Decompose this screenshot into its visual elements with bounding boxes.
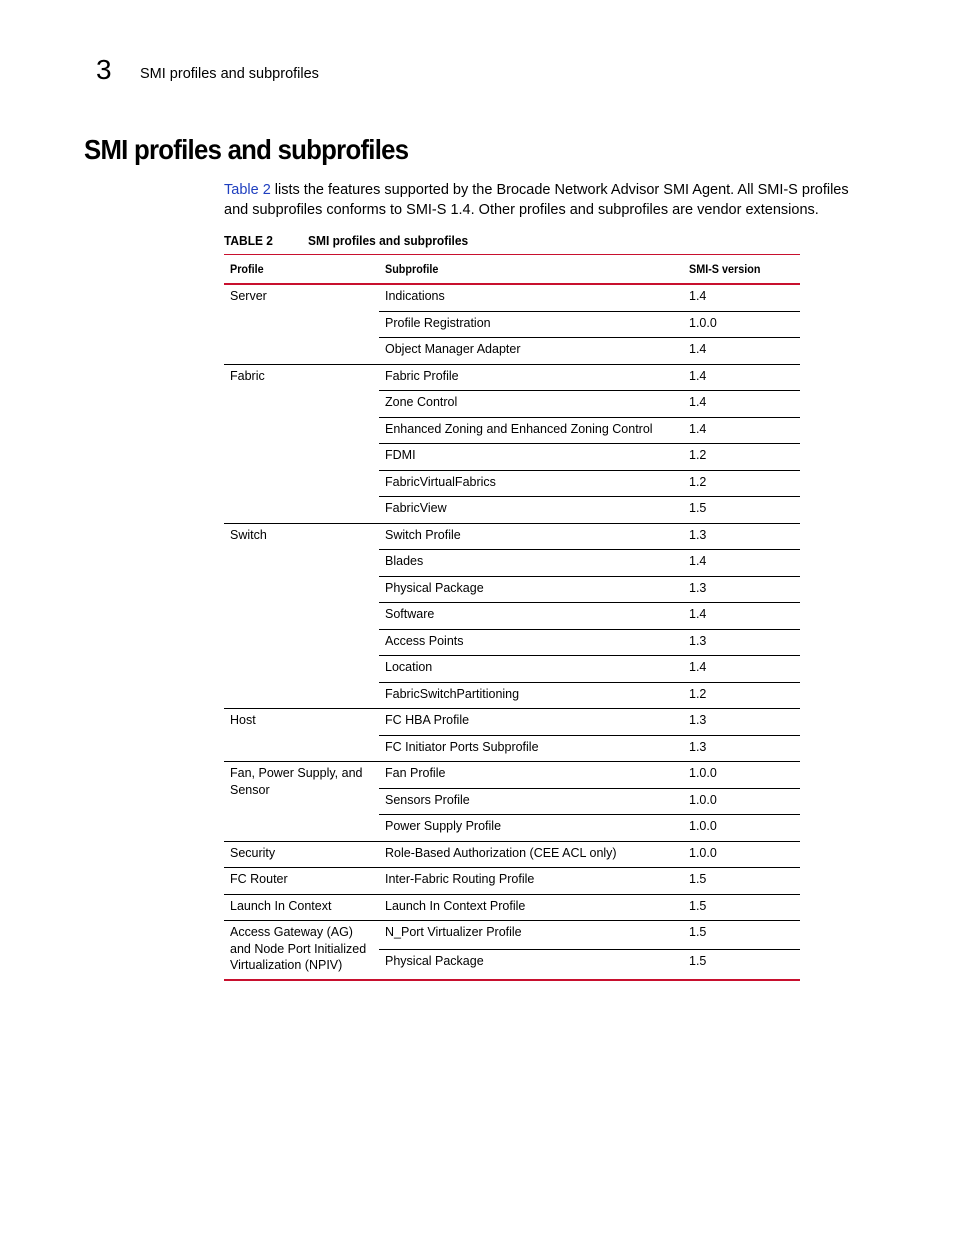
column-header-version-label: SMI-S version [689,261,761,276]
table-row [224,709,800,736]
subprofile-cell: Physical Package [385,954,484,969]
smi-profiles-table [224,254,800,981]
profile-cell: Host [224,709,379,762]
profile-cell: Fabric [224,364,379,523]
table-row [224,894,800,921]
version-cell: 1.4 [683,417,800,444]
subprofile-cell: N_Port Virtualizer Profile [379,921,683,950]
version-cell: 1.0.0 [683,762,800,789]
profile-cell: FC Router [224,868,379,895]
column-header-subprofile [379,255,683,285]
running-header-title: SMI profiles and subprofiles [140,66,319,82]
version-cell: 1.2 [683,682,800,709]
subprofile-cell: Access Points [379,629,683,656]
table-caption-title: SMI profiles and subprofiles [308,233,469,248]
subprofile-cell: Sensors Profile [379,788,683,815]
subprofile-cell: FabricVirtualFabrics [379,470,683,497]
version-cell: 1.4 [683,603,800,630]
version-cell: 1.2 [683,470,800,497]
version-cell: 1.3 [683,523,800,550]
version-cell: 1.0.0 [683,311,800,338]
subprofile-cell: FDMI [379,444,683,471]
subprofile-cell: Software [379,603,683,630]
subprofile-cell: Blades [379,550,683,577]
subprofile-cell: Profile Registration [379,311,683,338]
intro-text: lists the features supported by the Brocade Network Advisor SMI Agent. All SMI-S profiles and subprofiles conforms to SMI-S 1.4. Other profiles and subprofiles are vendor extensions. [224,182,849,218]
table-reference-link[interactable]: Table 2 [224,182,271,198]
version-cell: 1.5 [683,868,800,895]
subprofile-cell: Power Supply Profile [379,815,683,842]
column-header-version [683,255,800,285]
subprofile-cell: FabricSwitchPartitioning [379,682,683,709]
profile-cell: Switch [224,523,379,709]
profile-cell: Access Gateway (AG) and Node Port Initialized Virtualization (NPIV) [224,921,379,980]
subprofile-cell: Switch Profile [379,523,683,550]
column-header-profile [224,255,379,285]
table-row [224,841,800,868]
subprofile-cell: Enhanced Zoning and Enhanced Zoning Control [379,417,683,444]
version-cell: 1.0.0 [683,815,800,842]
version-cell: 1.3 [683,576,800,603]
version-cell: 1.0.0 [683,841,800,868]
version-cell: 1.5 [683,894,800,921]
profile-cell: Server [224,284,379,364]
version-cell: 1.3 [683,629,800,656]
subprofile-cell: FabricView [379,497,683,524]
table-row [224,921,800,950]
version-cell: 1.3 [683,709,800,736]
table-row [224,868,800,895]
table-row [224,762,800,789]
subprofile-cell: Indications [379,284,683,311]
version-cell: 1.4 [683,338,800,365]
profile-cell: Fan, Power Supply, and Sensor [224,762,379,842]
version-cell: 1.5 [689,954,707,969]
subprofile-cell: Fan Profile [379,762,683,789]
subprofile-cell: FC HBA Profile [379,709,683,736]
table-caption-number: TABLE 2 [224,233,273,248]
subprofile-cell: FC Initiator Ports Subprofile [379,735,683,762]
version-cell: 1.5 [683,921,800,950]
profile-cell: Security [224,841,379,868]
version-cell: 1.0.0 [683,788,800,815]
subprofile-cell: Fabric Profile [379,364,683,391]
table-caption [224,232,482,250]
table-body [224,284,800,980]
version-cell: 1.5 [683,497,800,524]
version-cell: 1.4 [683,391,800,418]
profile-cell: Launch In Context [224,894,379,921]
section-title: SMI profiles and subprofiles [84,134,409,165]
subprofile-cell: Launch In Context Profile [379,894,683,921]
intro-paragraph [224,181,864,220]
table-row [224,284,800,311]
column-header-subprofile-label: Subprofile [385,261,439,276]
version-cell: 1.4 [683,284,800,311]
subprofile-cell: Object Manager Adapter [379,338,683,365]
subprofile-cell: Role-Based Authorization (CEE ACL only) [379,841,683,868]
subprofile-cell: Physical Package [379,576,683,603]
version-cell: 1.4 [683,550,800,577]
version-cell: 1.3 [683,735,800,762]
version-cell: 1.4 [683,656,800,683]
table-row [224,364,800,391]
column-header-profile-label: Profile [230,261,264,276]
version-cell: 1.2 [683,444,800,471]
chapter-number: 3 [96,54,112,85]
subprofile-cell: Location [379,656,683,683]
version-cell: 1.4 [683,364,800,391]
subprofile-cell: Zone Control [379,391,683,418]
table-row [224,523,800,550]
table-header-row [224,255,800,285]
subprofile-cell: Inter-Fabric Routing Profile [379,868,683,895]
